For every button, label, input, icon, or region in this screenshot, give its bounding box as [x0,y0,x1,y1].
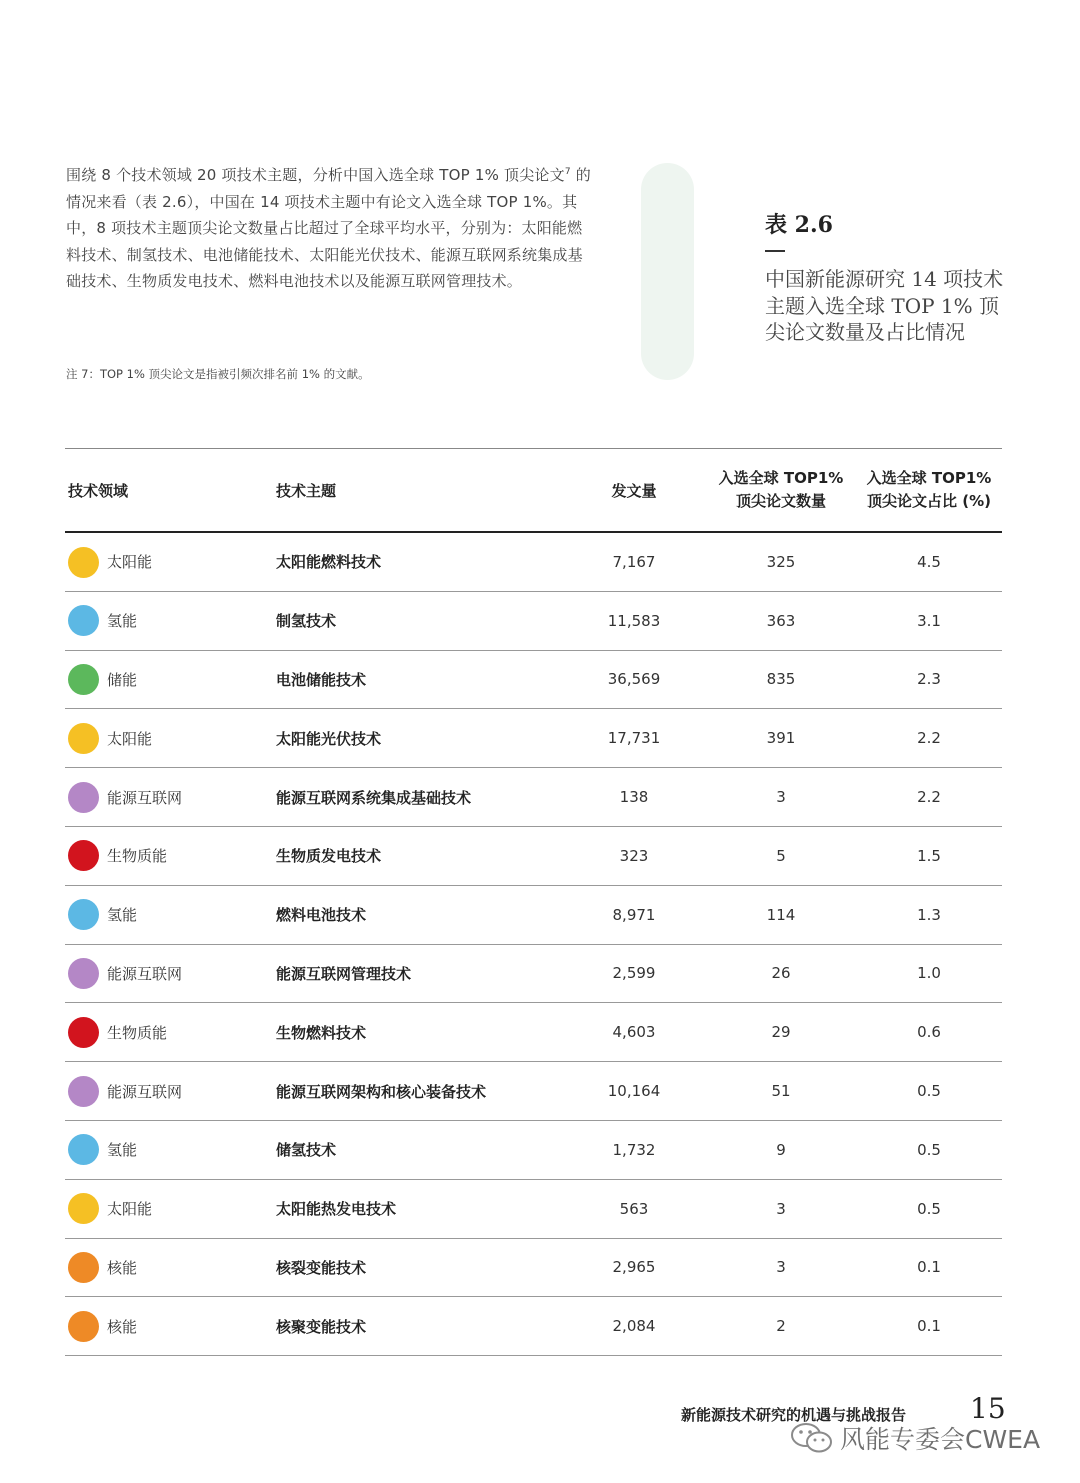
cell-publications: 2,599 [612,964,656,983]
cell-field: 太阳能 [107,729,153,748]
cell-field: 生物质能 [107,847,168,866]
cell-topic: 能源互联网管理技术 [276,964,412,983]
table-row [65,592,1002,651]
cell-top-count: 3 [776,1199,786,1218]
cell-publications: 36,569 [607,670,661,689]
field-color-dot [68,1076,99,1107]
cell-top-count: 26 [771,964,791,983]
intro-text-b: 的情况来看（表 2.6），中国在 14 项技术主题中有论文入选全球 TOP 1%。其中，8 项技术主题顶尖论文数量占比超过了全球平均水平，分别为：太阳能燃料技术、制氢技术、电池储能技术、太阳能光伏技术、能源互联网系统集成基础技术、生物质发电技术、燃料电池技术以及能源互联网管理技术。 [66,166,591,290]
cell-topic: 生物质发电技术 [276,847,382,866]
cell-top-ratio: 4.5 [917,552,941,571]
field-color-dot [68,664,99,695]
cell-top-count: 325 [766,552,796,571]
cell-publications: 563 [619,1199,649,1218]
field-color-dot [68,1311,99,1342]
field-color-dot [68,899,99,930]
table-title: 中国新能源研究 14 项技术主题入选全球 TOP 1% 顶尖论文数量及占比情况 [765,267,1004,344]
cell-top-ratio: 1.3 [917,905,941,924]
header-top-count-line2: 顶尖论文数量 [735,492,826,510]
footnote: 注 7：TOP 1% 顶尖论文是指被引频次排名前 1% 的文献。 [66,367,370,381]
cell-field: 能源互联网 [107,1082,183,1101]
cell-publications: 7,167 [612,552,656,571]
cell-field: 核能 [107,1317,138,1336]
table-header [65,448,1002,533]
cell-topic: 核聚变能技术 [276,1317,367,1336]
table-number: 表 2.6 [765,212,833,238]
field-color-dot [68,1252,99,1283]
field-color-dot [68,1017,99,1048]
field-color-dot [68,1193,99,1224]
table-row [65,945,1002,1004]
field-color-dot [68,547,99,578]
cell-top-ratio: 2.3 [917,670,941,689]
header-top-count-line1: 入选全球 TOP1% [718,469,844,487]
header-topic: 技术主题 [276,481,337,500]
table-row [65,533,1002,592]
page-number: 15 [970,1392,1006,1425]
cell-topic: 太阳能燃料技术 [276,553,382,572]
cell-publications: 1,732 [612,1140,656,1159]
cell-field: 生物质能 [107,1023,168,1042]
table-row [65,1297,1002,1356]
cell-field: 氢能 [107,1141,138,1160]
cell-top-ratio: 1.0 [917,964,941,983]
cell-topic: 燃料电池技术 [276,906,367,925]
cell-publications: 10,164 [607,1082,661,1101]
cell-top-count: 363 [766,611,796,630]
cell-top-ratio: 0.5 [917,1082,941,1101]
table-row [65,886,1002,945]
cell-top-ratio: 2.2 [917,788,941,807]
header-top-ratio [859,449,999,531]
table-row [65,1239,1002,1298]
cell-publications: 11,583 [607,611,661,630]
cell-top-ratio: 2.2 [917,729,941,748]
header-top-count [713,449,849,531]
header-pubs: 发文量 [611,481,657,500]
cell-topic: 生物燃料技术 [276,1023,367,1042]
table-row [65,1003,1002,1062]
cell-field: 储能 [107,670,138,689]
cell-top-ratio: 0.1 [917,1258,941,1277]
field-color-dot [68,782,99,813]
cell-field: 能源互联网 [107,788,183,807]
field-color-dot [68,605,99,636]
field-color-dot [68,958,99,989]
cell-publications: 4,603 [612,1023,656,1042]
intro-paragraph [66,162,591,295]
table-row [65,1062,1002,1121]
footer-report-title: 新能源技术研究的机遇与挑战报告 [681,1406,907,1424]
table-row [65,1121,1002,1180]
cell-field: 核能 [107,1258,138,1277]
cell-top-ratio: 0.5 [917,1140,941,1159]
table-row [65,709,1002,768]
watermark [790,1420,1040,1456]
wechat-icon [790,1421,834,1455]
header-field: 技术领域 [68,481,129,500]
decorative-pill [641,163,694,380]
cell-publications: 138 [619,788,649,807]
cell-topic: 储氢技术 [276,1141,337,1160]
cell-top-count: 29 [771,1023,791,1042]
table-row [65,827,1002,886]
cell-publications: 17,731 [607,729,661,748]
cell-top-count: 114 [766,905,796,924]
cell-top-ratio: 0.6 [917,1023,941,1042]
cell-top-count: 2 [776,1317,786,1336]
header-top-ratio-line1: 入选全球 TOP1% [866,469,992,487]
cell-field: 能源互联网 [107,964,183,983]
cell-field: 氢能 [107,612,138,631]
cell-top-count: 5 [776,846,786,865]
watermark-text: 风能专委会CWEA [840,1425,1041,1454]
intro-text-a: 围绕 8 个技术领域 20 项技术主题，分析中国入选全球 TOP 1% 顶尖论文 [66,166,565,184]
header-top-ratio-line2: 顶尖论文占比 (%) [867,492,991,510]
table-row [65,651,1002,710]
cell-top-count: 3 [776,788,786,807]
footnote-ref[interactable]: 7 [564,167,571,177]
table-body [65,533,1002,1356]
cell-top-ratio: 1.5 [917,846,941,865]
cell-topic: 太阳能光伏技术 [276,729,382,748]
cell-top-count: 9 [776,1140,786,1159]
cell-field: 氢能 [107,906,138,925]
table-row [65,1180,1002,1239]
field-color-dot [68,840,99,871]
cell-top-ratio: 0.1 [917,1317,941,1336]
cell-top-count: 51 [771,1082,791,1101]
cell-topic: 太阳能热发电技术 [276,1200,397,1219]
cell-publications: 323 [619,846,649,865]
cell-publications: 2,084 [612,1317,656,1336]
cell-field: 太阳能 [107,553,153,572]
cell-top-count: 3 [776,1258,786,1277]
data-table [65,448,1002,1356]
cell-top-count: 391 [766,729,796,748]
cell-publications: 2,965 [612,1258,656,1277]
table-row [65,768,1002,827]
field-color-dot [68,723,99,754]
cell-topic: 能源互联网架构和核心装备技术 [276,1082,487,1101]
cell-topic: 制氢技术 [276,612,337,631]
cell-top-ratio: 3.1 [917,611,941,630]
cell-publications: 8,971 [612,905,656,924]
cell-topic: 核裂变能技术 [276,1258,367,1277]
field-color-dot [68,1134,99,1165]
cell-field: 太阳能 [107,1200,153,1219]
table-number-rule [765,250,785,252]
cell-topic: 电池储能技术 [276,670,367,689]
cell-top-ratio: 0.5 [917,1199,941,1218]
cell-topic: 能源互联网系统集成基础技术 [276,788,472,807]
cell-top-count: 835 [766,670,796,689]
